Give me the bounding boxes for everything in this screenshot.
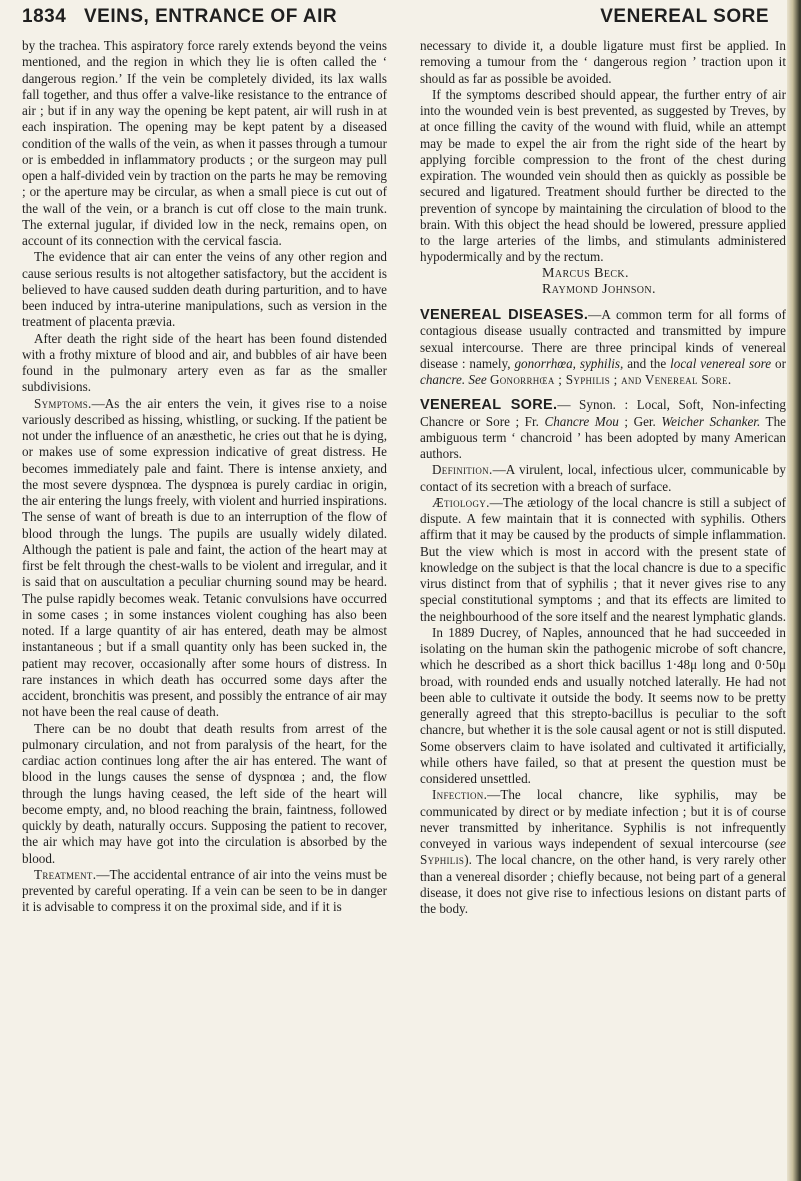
left-running-title: VEINS, ENTRANCE OF AIR: [84, 6, 338, 27]
paragraph: [22, 396, 387, 721]
section-label: Symptoms.: [34, 395, 92, 411]
italic-term: chancre.: [420, 372, 466, 387]
left-column: [22, 38, 387, 916]
paragraph: necessary to divide it, a double ligature must first be applied. In removing a tumour from the ‘ dangerous region ’ traction upon it should as far as possible be avoided.: [420, 38, 786, 86]
entry-heading: VENEREAL SORE.: [420, 397, 558, 414]
entry-text: and the: [627, 355, 667, 371]
entry-text: — Synon. : Local, Soft, Non-infecting Chancre or Sore ; Fr.: [420, 397, 786, 429]
italic-term: Chancre Mou: [544, 413, 619, 429]
author-name: Raymond Johnson.: [542, 281, 656, 297]
author-name: Marcus Beck.: [542, 265, 629, 281]
paragraph: [420, 495, 786, 625]
paragraph: by the trachea. This aspiratory force rarely extends beyond the veins mentioned, and the region in which they lie is often called the ‘ dangerous region.’ If the vein be completely divided, its lax walls fall together, and thus offer a valve-like resistance to the entrance of air ; but if in any way the opening be kept patent, air will rush in at each inspiration. The opening may be kept patent by a diseased condition of the walls of the vein, as when it passes through a tumour or is embedded in inflammatory products ; or the surgeon may pull open a half-divided vein by traction on the parts he may be removing ; or the aperture may be circular, as when a small piece is cut out of the wall of the vein, or a branch is cut off close to the main trunk. The external jugular, if divided low in the neck, remains open, on account of its connection with the cervical fascia.: [22, 38, 387, 248]
section-label: Treatment.: [34, 866, 97, 882]
paragraph: The evidence that air can enter the veins of any other region and cause serious results is not altogether satisfactory, but the accident is believed to have caused sudden death during parturition, and to have been induced by intra-uterine manipulations, such as version in the treatment of placenta prævia.: [22, 249, 387, 330]
italic-term: gonorrhœa, syphilis,: [514, 355, 624, 371]
paragraph-text: —The local chancre, like syphilis, may be communicated by direct or by mediate infection ; but it is of course never transmitted by inheritance. Syphilis is not infrequently conveyed in various ways independent of sexual intercourse (: [420, 787, 786, 851]
italic-term: Weicher Schanker.: [661, 413, 761, 429]
paragraph-text: —The accidental entrance of air into the veins must be prevented by careful operating. If a vein can be seen to be in danger it is advisable to compress it on the proximal side, and if it is: [22, 866, 387, 915]
running-header: [22, 6, 783, 32]
entry-text: ; Ger.: [624, 413, 656, 429]
section-label: Ætiology.: [432, 494, 490, 510]
paragraph: [420, 787, 786, 917]
paragraph-text: ). The local chancre, on the other hand, is very rarely other than a venereal disorder ; chiefly because, not being part of a general disease, it does not give rise to infectious lesions on distant parts of the body.: [420, 852, 786, 916]
entry-venereal-sore: [420, 397, 786, 462]
page-number: 1834: [22, 6, 67, 27]
paragraph: After death the right side of the heart has been found distended with a frothy mixture of blood and air, and bubbles of air have been found in the pulmonary artery even as far as the smaller subdivisions.: [22, 330, 387, 395]
paragraph-text: —The ætiology of the local chancre is still a subject of dispute. A few maintain that it is connected with syphilis. Others affirm that it may be caused by the products of simple inflammation. But the view which is most in accord with the present state of knowledge on the subject is that the local chancre is due to a specific virus distinct from that of syphilis ; that it never gives rise to any special constitutional symptoms ; and that its effects are limited to the neighbourhood of the sore itself and the nearest lymphatic glands.: [420, 494, 787, 624]
paragraph: In 1889 Ducrey, of Naples, announced that he had succeeded in isolating on the human skin the pathogenic microbe of soft chancre, which he described as a short thick bacillus 1·48μ long and 0·50μ broad, with rounded ends and usually notched laterally. He had not been able to cultivate it outside the body. It seems now to be pretty generally agreed that this strepto-bacillus is peculiar to the soft chancre, but whether it is the sole causal agent or not is still disputed. Some observers claim to have isolated and cultivated it artificially, while others have failed, so that at present the question must be considered unsettled.: [420, 624, 786, 786]
section-label: Infection.: [432, 787, 488, 803]
paragraph: [420, 462, 786, 495]
entry-venereal-diseases: [420, 307, 786, 388]
entry-text: —A common term for all forms of contagious disease usually contracted and transmitted by impure sexual intercourse. There are three principal kinds of venereal disease : namely,: [420, 307, 786, 371]
cross-reference: Gonorrhœa ; Syphilis ; and Venereal Sore.: [489, 372, 732, 387]
book-spine-edge: [787, 0, 801, 1181]
paragraph: There can be no doubt that death results from arrest of the pulmonary circulation, and not from paralysis of the heart, for the cardiac action continues long after the air has entered. The want of blood in the lungs causes the sense of dyspnœa ; and, the flow through the lungs having ceased, the left side of the heart will become empty, and, no blood reaching the brain, faintness, followed quickly by death, naturally occurs. Supposing the patient to recover, the air which may have got into the circulation is absorbed by the blood.: [22, 720, 387, 866]
paragraph-text: —A virulent, local, infectious ulcer, communicable by contact of its secretion with a breach of surface.: [420, 462, 786, 494]
entry-text: The ambiguous term ‘ chancroid ’ has been adopted by many American authors.: [420, 413, 786, 461]
right-column: [420, 38, 786, 917]
entry-text: or: [775, 355, 786, 371]
right-running-title: VENEREAL SORE: [600, 6, 769, 27]
entry-heading: VENEREAL DISEASES.: [420, 307, 589, 323]
section-label: Definition.: [432, 462, 493, 478]
paragraph: [22, 867, 387, 916]
italic-term: See: [468, 372, 487, 387]
italic-term: see: [769, 836, 786, 851]
paragraph-text: —As the air enters the vein, it gives rise to a noise variously described as hissing, whistling, or sucking. If the patient be not under the influence of an anæsthetic, he cries out that he is dying, or makes use of some expression indicative of great distress. He becomes immediately pale and faint. There is intense anxiety, and the most severe dyspnœa. The dyspnœa is purely cardiac in origin, the air entering the lungs freely, with violent and hurried inspirations. The sense of want of breath is due to an interruption of the flow of blood through the lungs. The pupils are usually widely dilated. Although the patient is pale and faint, the action of the heart may at first be felt through the chest-walls to be violent and irregular, and it is said that on auscultation a peculiar churning sound may be heard. The pulse rapidly becomes weak. Tetanic convulsions have occurred in some cases ; in some instances violent coughing has also been noted. If a large quantity of air has entered, death may be almost instantaneous ; but if a small quantity only has been sucked in, the patient may recover, occasionally after some hours of distress. In rare instances in which death has occurred some days after the accident, bronchitis was present, and possibly the entrance of air may not have been the real cause of death.: [22, 395, 387, 720]
cross-reference: Syphilis: [420, 852, 465, 868]
italic-term: local venereal sore: [670, 355, 772, 371]
paragraph: If the symptoms described should appear, the further entry of air into the wounded vein is best prevented, as suggested by Treves, by at once filling the cavity of the wound with fluid, while an attempt may be made to expel the air from the right side of the heart by applying forcible compression to the front of the chest during expiration. The wounded vein should then as quickly as possible be secured and ligatured. Treatment should further be directed to the prevention of syncope by maintaining the circulation of blood to the brain. With this object the head should be lowered, pressure applied to the large arteries of the limbs, and stimulants administered hypodermically and by the rectum.: [420, 86, 786, 265]
